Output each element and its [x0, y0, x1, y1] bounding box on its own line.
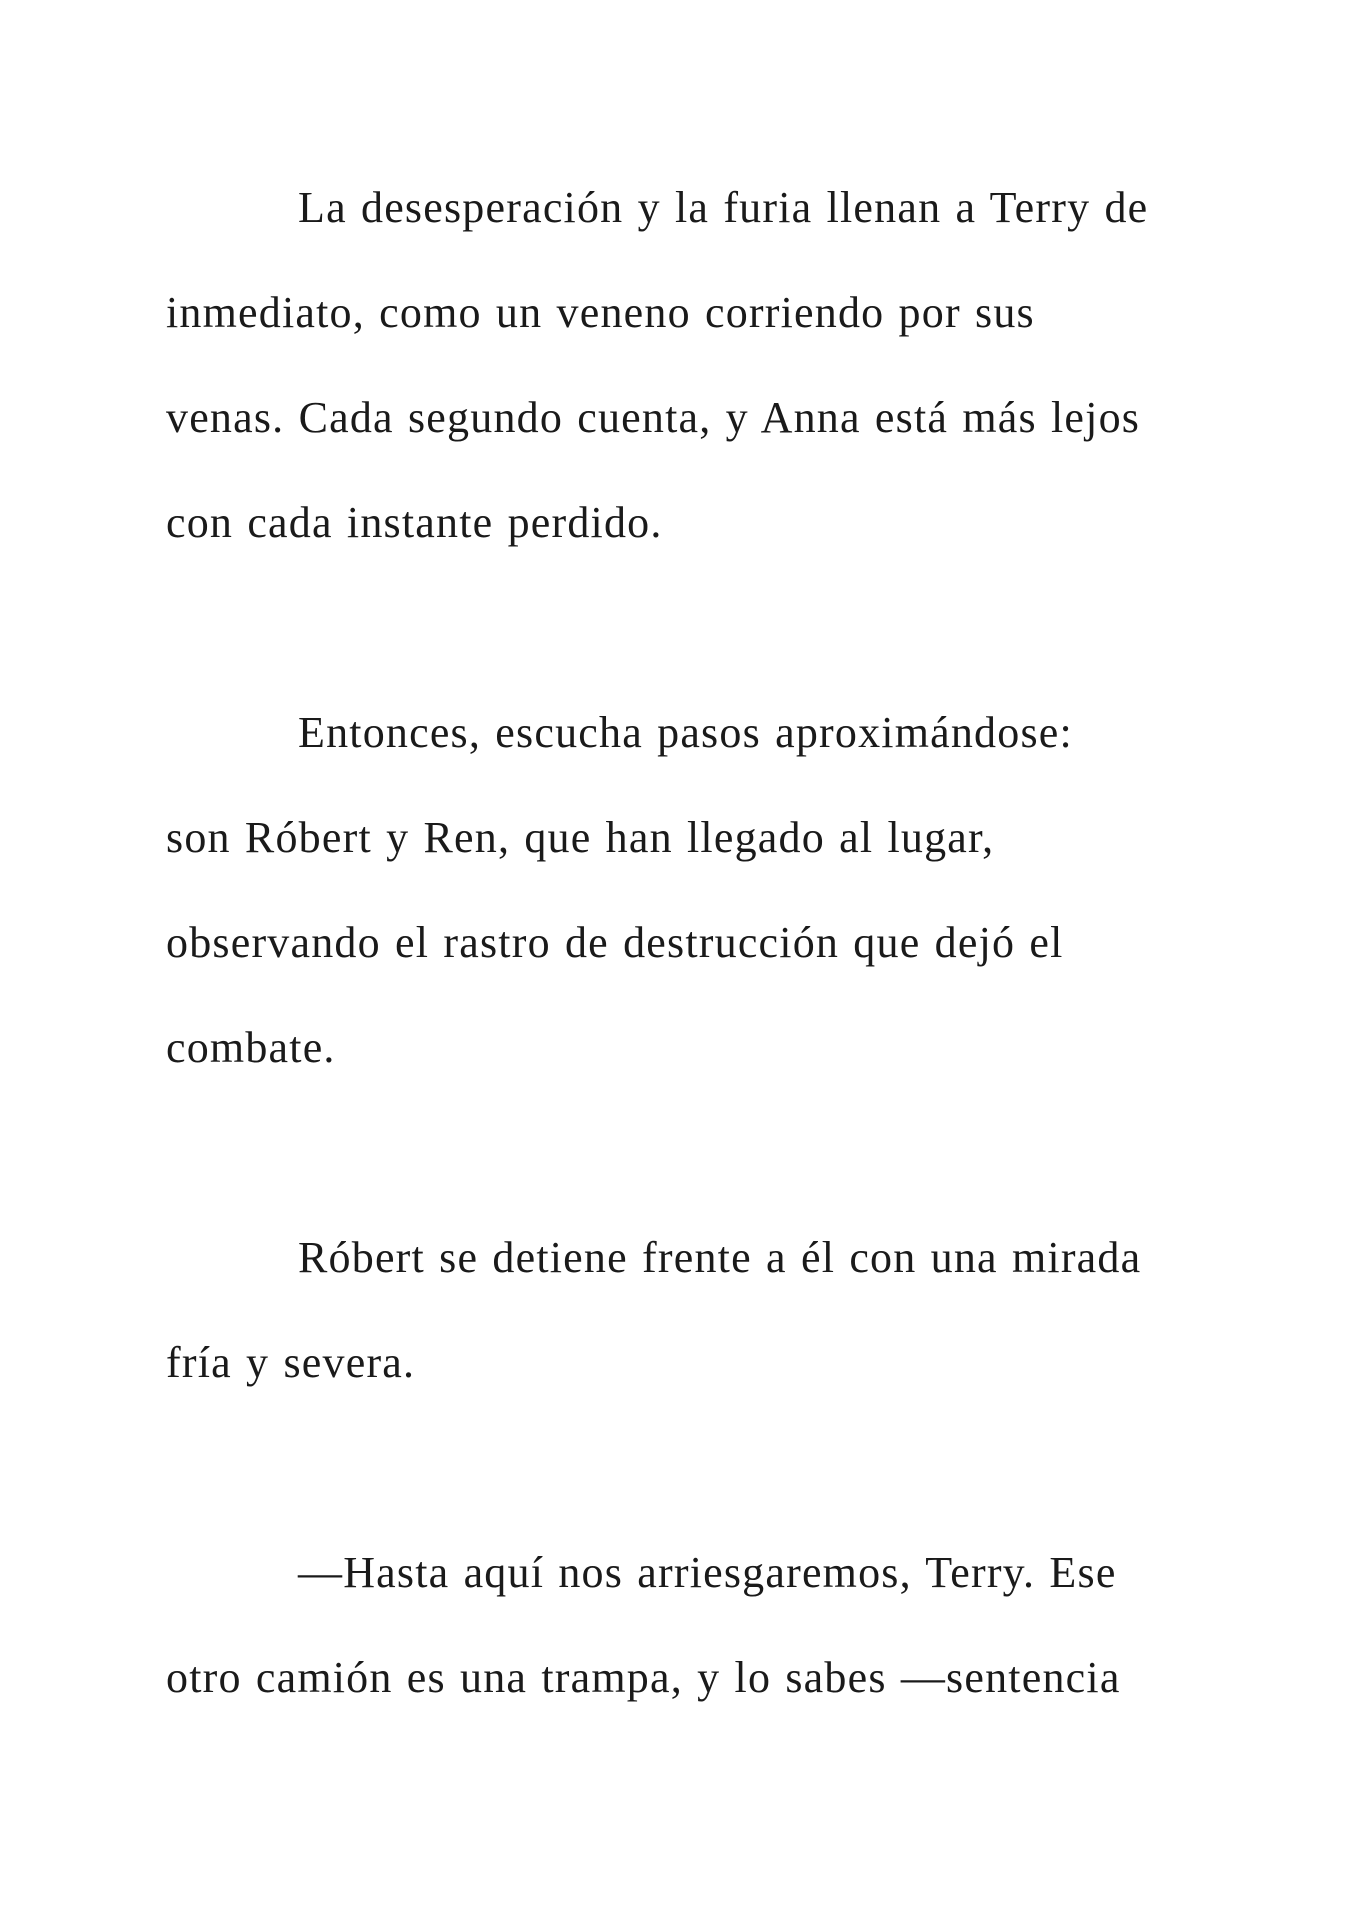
text-line: son Róbert y Ren, que han llegado al lugar, — [166, 813, 995, 862]
paragraph-1 — [166, 155, 1206, 575]
paragraph-3 — [166, 1205, 1206, 1415]
paragraph-2 — [166, 680, 1206, 1100]
text-line: inmediato, como un veneno corriendo por sus — [166, 288, 1035, 337]
paragraph-spacer — [166, 575, 1206, 680]
paragraph-spacer — [166, 1100, 1206, 1205]
text-line: fría y severa. — [166, 1338, 416, 1387]
text-line: Entonces, escucha pasos aproximándose: — [298, 708, 1073, 757]
text-line: Róbert se detiene frente a él con una mirada — [298, 1233, 1142, 1282]
paragraph-4 — [166, 1520, 1206, 1730]
text-line: —Hasta aquí nos arriesgaremos, Terry. Ese — [298, 1548, 1117, 1597]
text-line: combate. — [166, 1023, 336, 1072]
text-line: con cada instante perdido. — [166, 498, 663, 547]
text-line: observando el rastro de destrucción que dejó el — [166, 918, 1064, 967]
paragraph-spacer — [166, 1415, 1206, 1520]
text-line: venas. Cada segundo cuenta, y Anna está más lejos — [166, 393, 1141, 442]
body-text — [166, 155, 1206, 1730]
text-line: La desesperación y la furia llenan a Terry de — [298, 183, 1149, 232]
text-line: otro camión es una trampa, y lo sabes —sentencia — [166, 1653, 1121, 1702]
